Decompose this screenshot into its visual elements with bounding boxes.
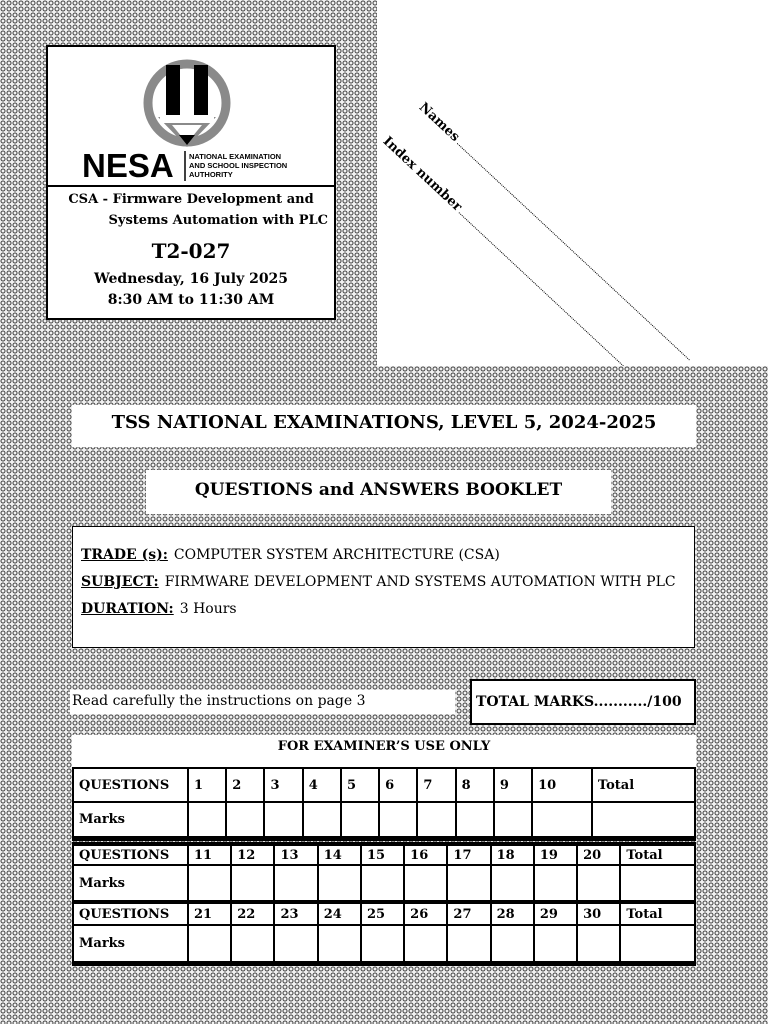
mark-cell[interactable] [264, 802, 302, 839]
examiner-use-title: FOR EXAMINER’S USE ONLY [72, 735, 696, 767]
nesa-logo [48, 47, 334, 185]
mark-cell[interactable] [534, 925, 577, 964]
mark-cell[interactable] [188, 802, 226, 839]
total-header: Total [620, 844, 695, 865]
mark-cell[interactable] [361, 925, 404, 964]
names-label: Names [415, 100, 463, 145]
question-number: 1 [188, 768, 226, 802]
mark-cell[interactable] [379, 802, 417, 839]
duration-value: 3 Hours [179, 601, 237, 617]
question-number: 16 [404, 844, 447, 865]
mark-cell[interactable] [303, 802, 341, 839]
duration-label: DURATION: [81, 601, 174, 617]
question-number: 18 [491, 844, 534, 865]
questions-label: QUESTIONS [73, 768, 188, 802]
question-number: 24 [318, 902, 361, 925]
pencil-emblem-icon [148, 64, 226, 147]
mark-cell[interactable] [188, 925, 231, 964]
marks-label: Marks [73, 865, 188, 904]
mark-cell[interactable] [341, 802, 379, 839]
mark-cell[interactable] [532, 802, 592, 839]
questions-row [73, 902, 695, 925]
total-cell[interactable] [620, 865, 695, 904]
question-number: 21 [188, 902, 231, 925]
instructions-note: Read carefully the instructions on page 3 [70, 690, 455, 714]
question-number: 4 [303, 768, 341, 802]
mark-cell[interactable] [361, 865, 404, 904]
marks-table-2 [72, 842, 696, 906]
duration-row [81, 601, 686, 618]
mark-cell[interactable] [318, 925, 361, 964]
question-number: 6 [379, 768, 417, 802]
index-dotted-line [459, 212, 624, 366]
names-dotted-line [456, 143, 689, 361]
nesa-logo-box [46, 45, 336, 187]
total-header: Total [620, 902, 695, 925]
mark-cell[interactable] [491, 865, 534, 904]
mark-cell[interactable] [456, 802, 494, 839]
mark-cell[interactable] [231, 865, 274, 904]
question-number: 28 [491, 902, 534, 925]
question-number: 9 [494, 768, 532, 802]
mark-cell[interactable] [274, 865, 317, 904]
question-number: 27 [447, 902, 490, 925]
org-name-line3: AUTHORITY [189, 170, 233, 179]
subject-value: FIRMWARE DEVELOPMENT AND SYSTEMS AUTOMATION WITH PLC [164, 574, 676, 590]
exam-info-box [46, 187, 336, 320]
questions-row [73, 768, 695, 802]
mark-cell[interactable] [404, 865, 447, 904]
subject-title [48, 189, 334, 231]
questions-row [73, 844, 695, 865]
total-cell[interactable] [620, 925, 695, 964]
question-number: 7 [417, 768, 455, 802]
question-number: 14 [318, 844, 361, 865]
question-number: 3 [264, 768, 302, 802]
subject-label: SUBJECT: [81, 574, 159, 590]
mark-cell[interactable] [447, 865, 490, 904]
subject-line-1: CSA - Firmware Development and [68, 192, 314, 207]
total-header: Total [592, 768, 695, 802]
question-number: 17 [447, 844, 490, 865]
marks-table-3 [72, 900, 696, 966]
mark-cell[interactable] [231, 925, 274, 964]
org-name-line1: NATIONAL EXAMINATION [189, 152, 282, 161]
question-number: 12 [231, 844, 274, 865]
question-number: 11 [188, 844, 231, 865]
booklet-title: QUESTIONS and ANSWERS BOOKLET [146, 470, 611, 514]
subject-line-2: Systems Automation with PLC [108, 213, 328, 228]
subject-row [81, 574, 686, 591]
question-number: 30 [577, 902, 620, 925]
exam-date: Wednesday, 16 July 2025 [93, 271, 289, 287]
question-number: 15 [361, 844, 404, 865]
index-number-label: Index number [379, 134, 465, 215]
trade-details-box [72, 526, 695, 648]
question-number: 23 [274, 902, 317, 925]
question-number: 25 [361, 902, 404, 925]
trade-row [81, 547, 686, 564]
total-cell[interactable] [592, 802, 695, 839]
mark-cell[interactable] [188, 865, 231, 904]
question-number: 13 [274, 844, 317, 865]
mark-cell[interactable] [447, 925, 490, 964]
marks-row [73, 802, 695, 839]
mark-cell[interactable] [577, 925, 620, 964]
question-number: 10 [532, 768, 592, 802]
marks-table-1 [72, 767, 696, 841]
org-name-line2: AND SCHOOL INSPECTION [189, 161, 288, 170]
questions-label: QUESTIONS [73, 902, 188, 925]
mark-cell[interactable] [318, 865, 361, 904]
trade-label: TRADE (s): [81, 547, 168, 563]
question-number: 20 [577, 844, 620, 865]
trade-value: COMPUTER SYSTEM ARCHITECTURE (CSA) [173, 547, 500, 563]
question-number: 29 [534, 902, 577, 925]
questions-label: QUESTIONS [73, 844, 188, 865]
candidate-panel [377, 0, 768, 366]
mark-cell[interactable] [491, 925, 534, 964]
question-number: 22 [231, 902, 274, 925]
question-number: 5 [341, 768, 379, 802]
exam-time: 8:30 AM to 11:30 AM [107, 292, 275, 308]
total-marks-box: TOTAL MARKS.........../100 [470, 679, 696, 725]
question-number: 2 [226, 768, 264, 802]
marks-row [73, 925, 695, 964]
mark-cell[interactable] [577, 865, 620, 904]
question-number: 26 [404, 902, 447, 925]
mark-cell[interactable] [534, 865, 577, 904]
marks-label: Marks [73, 925, 188, 964]
index-number-field[interactable] [380, 134, 631, 366]
national-exam-banner: TSS NATIONAL EXAMINATIONS, LEVEL 5, 2024-2025 [72, 405, 696, 447]
mark-cell[interactable] [274, 925, 317, 964]
names-field[interactable] [416, 100, 697, 363]
question-number: 19 [534, 844, 577, 865]
mark-cell[interactable] [404, 925, 447, 964]
mark-cell[interactable] [494, 802, 532, 839]
marks-row [73, 865, 695, 904]
exam-code: T2-027 [151, 239, 231, 263]
mark-cell[interactable] [226, 802, 264, 839]
nesa-wordmark: NESA [82, 147, 174, 184]
question-number: 8 [456, 768, 494, 802]
marks-label: Marks [73, 802, 188, 839]
mark-cell[interactable] [417, 802, 455, 839]
